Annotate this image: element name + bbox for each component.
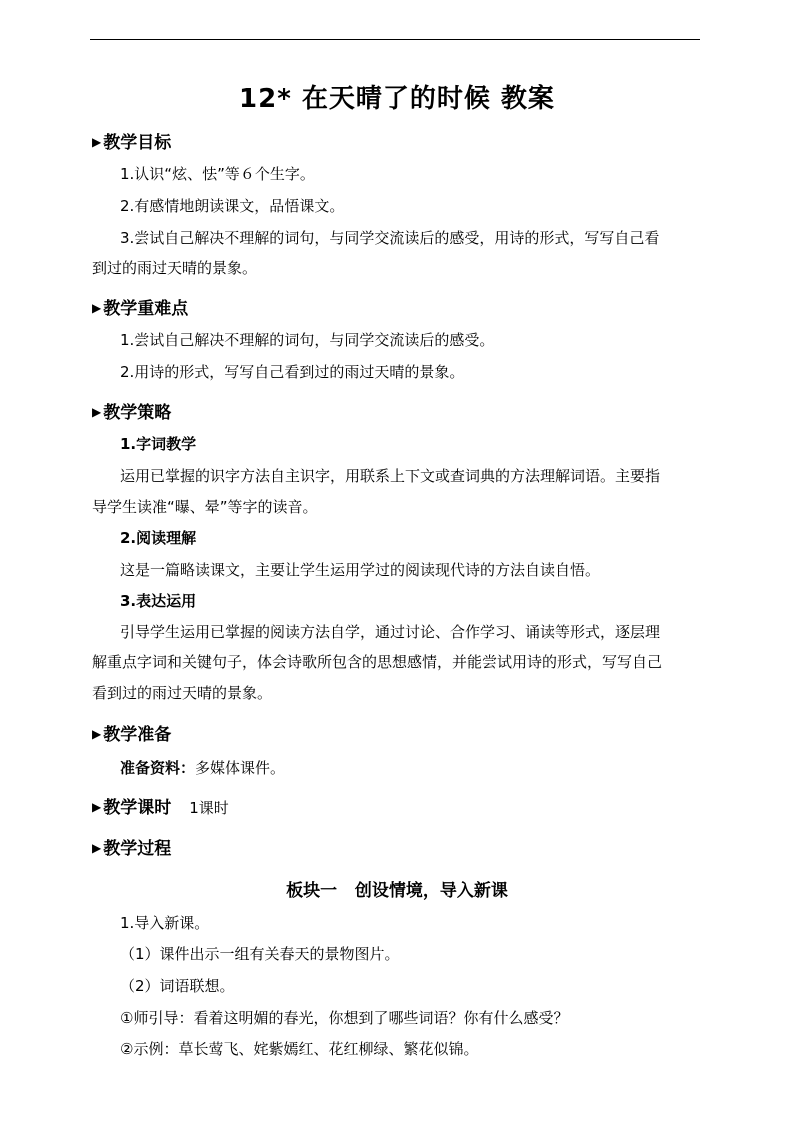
section-heading-goals: ▶ 教学目标 bbox=[92, 133, 172, 153]
hours-value: 1课时 bbox=[189, 799, 229, 817]
block-title: 板块一 创设情境，导入新课 bbox=[286, 881, 508, 901]
strategy-sub3-line-1: 引导学生运用已掌握的阅读方法自学，通过讨论、合作学习、诵读等形式，逐层理 bbox=[120, 623, 661, 641]
process-line-1: 1.导入新课。 bbox=[120, 914, 210, 932]
strategy-sub3-line-2: 解重点字词和关键句子，体会诗歌所包含的思想感情，并能尝试用诗的形式，写写自己 bbox=[92, 653, 663, 671]
strategy-sub2-line-1: 这是一篇略读课文，主要让学生运用学过的阅读现代诗的方法自读自悟。 bbox=[120, 561, 601, 579]
strategy-sub1-title: 1.字词教学 bbox=[120, 435, 197, 453]
preparation-line bbox=[120, 758, 285, 778]
goal-item-1: 1.认识“炫、怯”等６个生字。 bbox=[120, 165, 315, 183]
triangle-bullet-icon: ▶ bbox=[92, 727, 102, 741]
goal-item-3: 3.尝试自己解决不理解的词句，与同学交流读后的感受，用诗的形式，写写自己看 bbox=[120, 229, 660, 247]
goal-item-2: 2.有感情地朗读课文，品悟课文。 bbox=[120, 197, 345, 215]
triangle-bullet-icon: ▶ bbox=[92, 405, 102, 419]
process-line-5: ②示例：草长莺飞、姹紫嫣红、花红柳绿、繁花似锦。 bbox=[120, 1040, 479, 1058]
strategy-sub1-line-1: 运用已掌握的识字方法自主识字，用联系上下文或查词典的方法理解词语。主要指 bbox=[120, 467, 661, 485]
triangle-bullet-icon: ▶ bbox=[92, 301, 102, 315]
strategy-sub3-line-3: 看到过的雨过天晴的景象。 bbox=[92, 684, 273, 702]
process-line-4: ①师引导：看着这明媚的春光，你想到了哪些词语？你有什么感受？ bbox=[120, 1009, 569, 1027]
section-heading-process: ▶ 教学过程 bbox=[92, 839, 172, 859]
preparation-label: 准备资料： bbox=[120, 759, 196, 777]
strategy-sub2-title: 2.阅读理解 bbox=[120, 529, 197, 547]
goal-item-3-cont: 到过的雨过天晴的景象。 bbox=[92, 259, 258, 277]
preparation-value: 多媒体课件。 bbox=[195, 759, 286, 777]
triangle-bullet-icon: ▶ bbox=[92, 135, 102, 149]
triangle-bullet-icon: ▶ bbox=[92, 841, 102, 855]
section-heading-strategy: ▶ 教学策略 bbox=[92, 403, 172, 423]
process-line-2: （1）课件出示一组有关春天的景物图片。 bbox=[120, 945, 400, 963]
section-heading-preparation: ▶ 教学准备 bbox=[92, 725, 172, 745]
strategy-sub3-title: 3.表达运用 bbox=[120, 592, 197, 610]
process-line-3: （2）词语联想。 bbox=[120, 977, 235, 995]
header-rule bbox=[90, 39, 700, 40]
document-title: 12* 在天晴了的时候 教案 bbox=[239, 84, 555, 114]
strategy-sub1-line-2: 导学生读准“曝、晕”等字的读音。 bbox=[92, 498, 318, 516]
section-heading-key-points: ▶ 教学重难点 bbox=[92, 299, 189, 319]
key-point-2: 2.用诗的形式，写写自己看到过的雨过天晴的景象。 bbox=[120, 363, 465, 381]
key-point-1: 1.尝试自己解决不理解的词句，与同学交流读后的感受。 bbox=[120, 331, 495, 349]
triangle-bullet-icon: ▶ bbox=[92, 800, 102, 814]
section-heading-hours: ▶ 教学课时 1课时 bbox=[92, 798, 229, 818]
